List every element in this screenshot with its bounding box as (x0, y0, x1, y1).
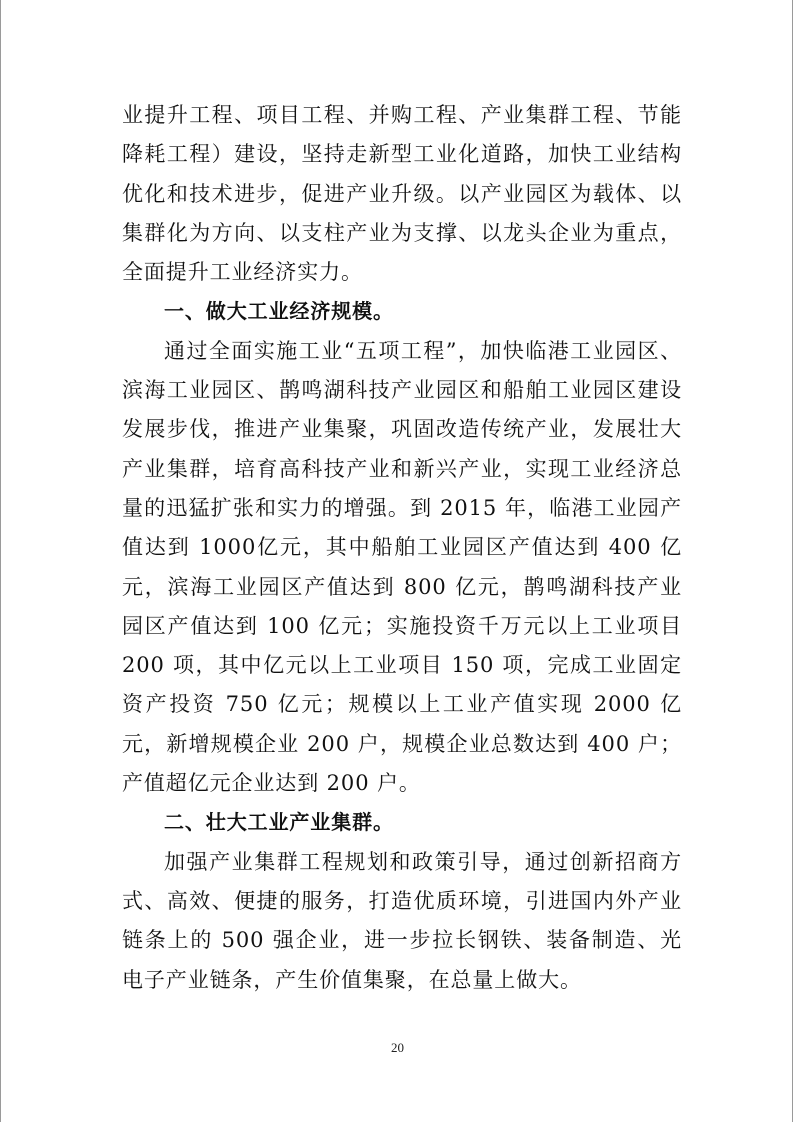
section-heading-1: 一、做大工业经济规模。 (164, 299, 394, 324)
page-number: 20 (391, 1040, 404, 1055)
section-1-paragraph: 通过全面实施工业“五项工程”，加快临港工业园区、滨海工业园区、鹊鸣湖科技产业园区和船舶工业园区建设发展步伐，推进产业集聚，巩固改造传统产业，发展壮大产业集群，培育高科技产业和新兴产业，实现工业经济总量的迅猛扩张和实力的增强。到 2015 年，临港工业园产值达到 1000亿元，其中船舶工业园区产值达到 400 亿元，滨海工业园区产值达到 800 亿元，鹊鸣湖科技产业园区产值达到 100 亿元；实施投资千万元以上工业项目 200 项，其中亿元以上工业项目 150 项，完成工业固定资产投资 750 亿元；规模以上工业产值实现 2000 亿元，新增规模企业 200 户，规模企业总数达到 400 户；产值超亿元企业达到 200 户。 (122, 338, 682, 796)
section-2-paragraph: 加强产业集群工程规划和政策引导，通过创新招商方式、高效、便捷的服务，打造优质环境，引进国内外产业链条上的 500 强企业，进一步拉长钢铁、装备制造、光电子产业链条，产生价值集聚，在总量上做大。 (122, 849, 682, 992)
section-heading-2: 二、壮大工业产业集群。 (164, 810, 394, 835)
document-body (122, 96, 682, 1000)
continuation-paragraph: 业提升工程、项目工程、并购工程、产业集群工程、节能降耗工程）建设，坚持走新型工业化道路，加快工业结构优化和技术进步，促进产业升级。以产业园区为载体、以集群化为方向、以支柱产业为支撑、以龙头企业为重点，全面提升工业经济实力。 (122, 103, 682, 285)
